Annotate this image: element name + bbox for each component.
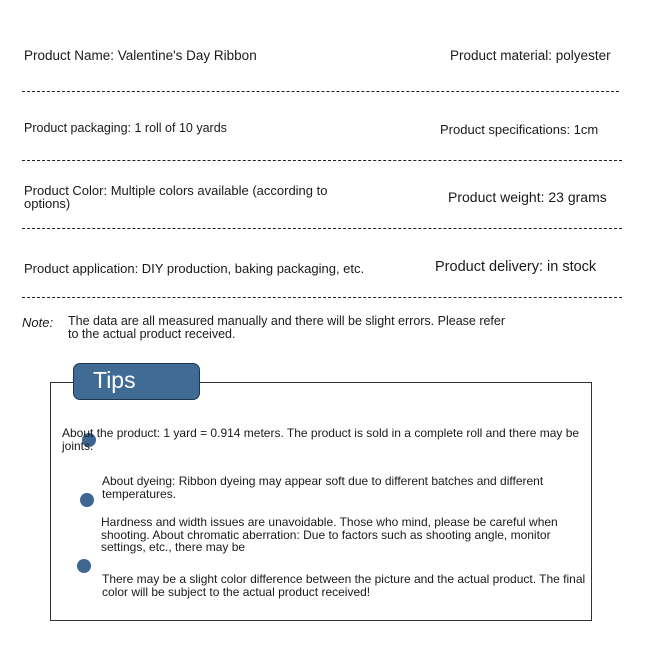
product-name: Product Name: Valentine's Day Ribbon [24, 48, 257, 63]
product-application: Product application: DIY production, baking packaging, etc. [24, 261, 365, 276]
bullet-dot [77, 559, 91, 573]
note-label: Note: [22, 315, 54, 330]
divider [22, 91, 619, 92]
product-delivery: Product delivery: in stock [435, 259, 597, 275]
product-weight: Product weight: 23 grams [448, 189, 607, 205]
product-color: Product Color: Multiple colors available (according to options) [24, 183, 328, 211]
tip-item: About dyeing: Ribbon dyeing may appear soft due to different batches and different temperatures. [102, 474, 544, 501]
divider [22, 228, 622, 229]
product-packaging: Product packaging: 1 roll of 10 yards [24, 121, 227, 135]
note-text: The data are all measured manually and there will be slight errors. Please refer to the actual product received. [68, 314, 506, 341]
divider [22, 160, 622, 161]
product-specifications: Product specifications: 1cm [440, 122, 599, 137]
product-material: Product material: polyester [450, 48, 611, 63]
tip-item: There may be a slight color difference between the picture and the actual product. The final color will be subject to the actual product received! [102, 572, 586, 599]
divider [22, 297, 622, 298]
tip-item: About the product: 1 yard = 0.914 meters. The product is sold in a complete roll and there may be joints. [62, 426, 580, 453]
tips-title: Tips [73, 363, 200, 400]
tip-item: Hardness and width issues are unavoidable. Those who mind, please be careful when shooting. About chromatic aberration: Due to factors such as shooting angle, monitor settings, etc., there may be [101, 515, 558, 554]
bullet-dot [80, 493, 94, 507]
